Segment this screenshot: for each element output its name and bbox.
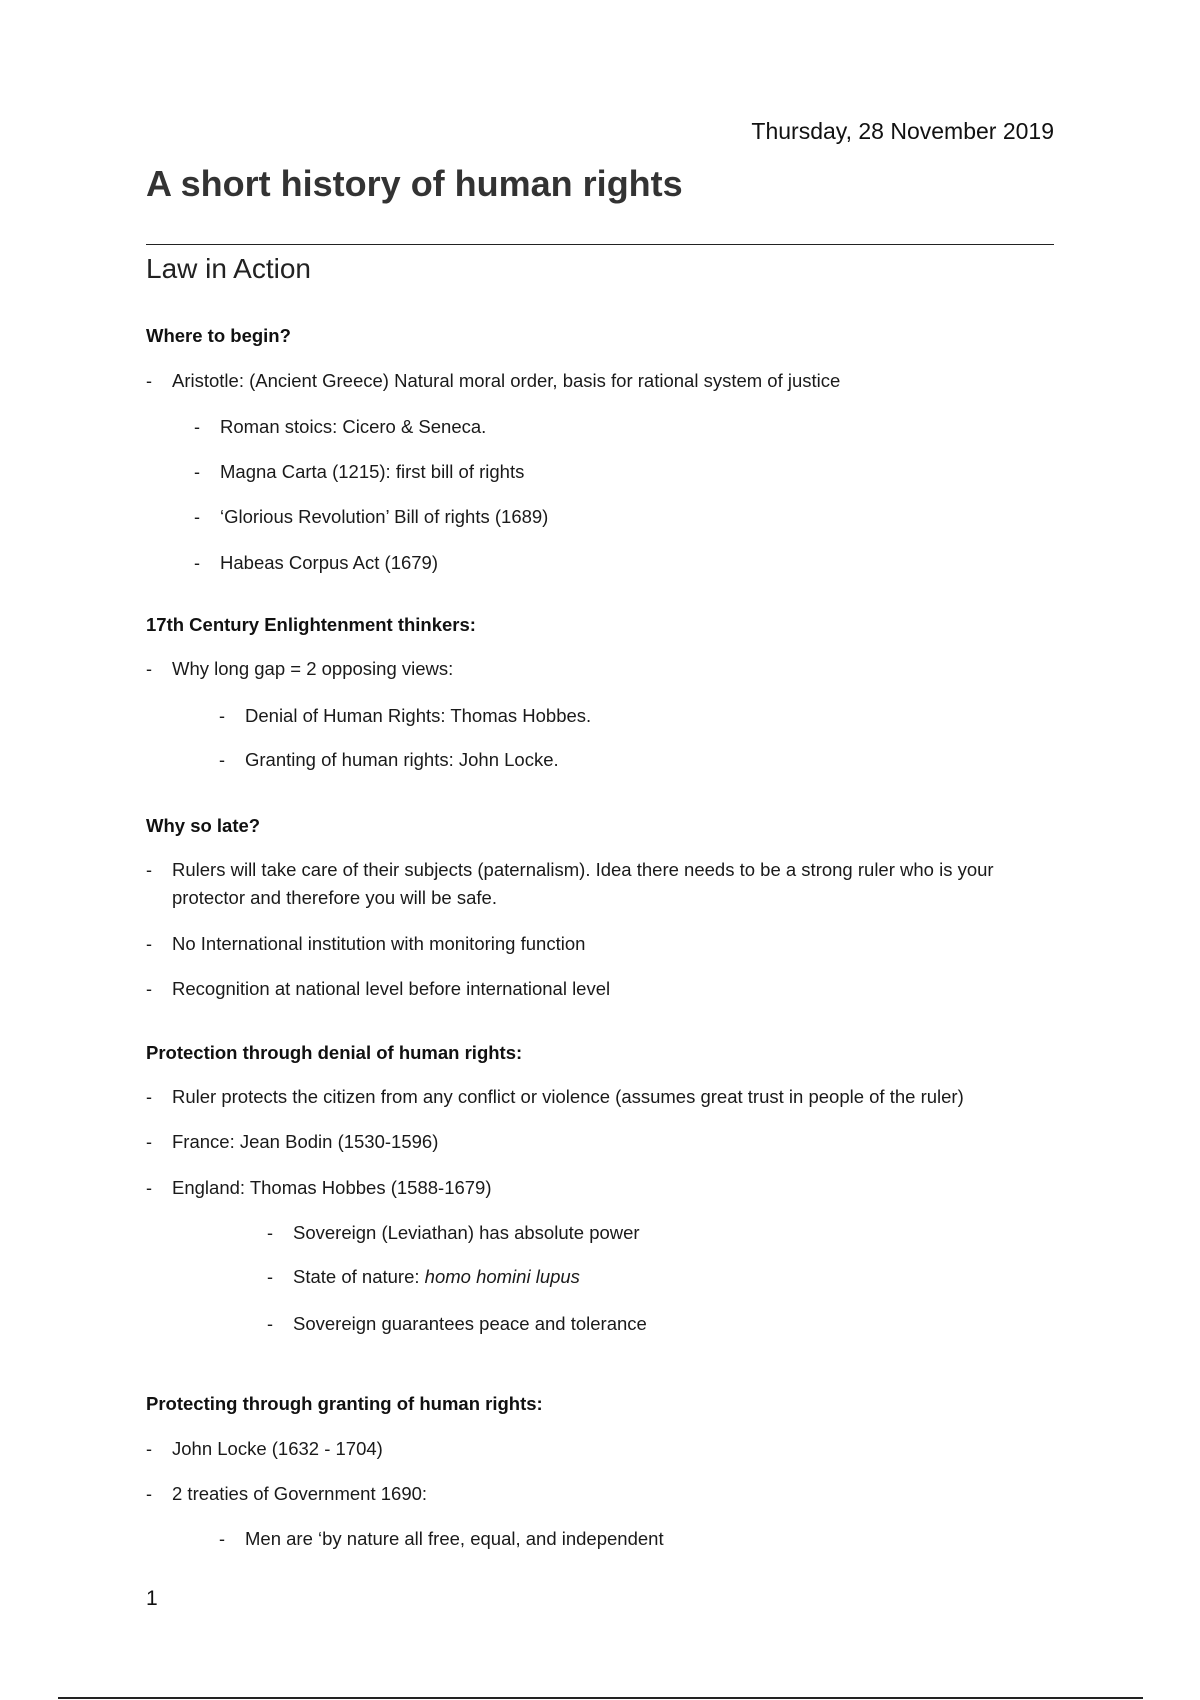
list-item: - No International institution with monitoring function xyxy=(146,933,586,954)
list-item: - Sovereign (Leviathan) has absolute power xyxy=(267,1222,640,1243)
document-date: Thursday, 28 November 2019 xyxy=(751,118,1054,144)
italic-phrase: homo homini lupus xyxy=(424,1266,580,1287)
list-item: - Sovereign guarantees peace and tolerance xyxy=(267,1313,647,1334)
section-heading-denial: Protection through denial of human rights: xyxy=(146,1042,523,1063)
section-heading-granting: Protecting through granting of human rights: xyxy=(146,1393,543,1414)
list-item: - Rulers will take care of their subjects (paternalism). Idea there needs to be a strong ruler who is your protector and therefore you will be safe. xyxy=(146,859,994,908)
section-heading-why-so-late: Why so late? xyxy=(146,815,261,836)
list-item: - Habeas Corpus Act (1679) xyxy=(194,552,439,573)
list-item: - John Locke (1632 - 1704) xyxy=(146,1438,383,1459)
list-item: - Men are ‘by nature all free, equal, and independent xyxy=(219,1528,664,1549)
list-item: - 2 treaties of Government 1690: xyxy=(146,1483,428,1504)
section-heading-enlightenment: 17th Century Enlightenment thinkers: xyxy=(146,614,476,635)
list-item: - ‘Glorious Revolution’ Bill of rights (1689) xyxy=(194,506,549,527)
list-item: - Aristotle: (Ancient Greece) Natural moral order, basis for rational system of justice xyxy=(146,370,841,391)
list-item: - Recognition at national level before international level xyxy=(146,978,611,999)
document-subtitle: Law in Action xyxy=(146,253,311,284)
document-title: A short history of human rights xyxy=(146,163,683,204)
page-bottom-divider xyxy=(58,1697,1143,1699)
list-item: - France: Jean Bodin (1530-1596) xyxy=(146,1131,439,1152)
page-number: 1 xyxy=(146,1587,158,1610)
list-item: - Denial of Human Rights: Thomas Hobbes. xyxy=(219,705,592,726)
title-divider xyxy=(146,244,1054,245)
list-item: - State of nature: homo homini lupus xyxy=(267,1266,580,1287)
list-item: - Ruler protects the citizen from any conflict or violence (assumes great trust in people of the ruler) xyxy=(146,1086,964,1107)
section-heading-where-to-begin: Where to begin? xyxy=(146,325,291,346)
list-item: - England: Thomas Hobbes (1588-1679) xyxy=(146,1177,492,1198)
list-item: - Why long gap = 2 opposing views: xyxy=(146,658,454,679)
list-item: - Magna Carta (1215): first bill of rights xyxy=(194,461,525,482)
list-item: - Granting of human rights: John Locke. xyxy=(219,749,559,770)
list-item: - Roman stoics: Cicero & Seneca. xyxy=(194,416,487,437)
